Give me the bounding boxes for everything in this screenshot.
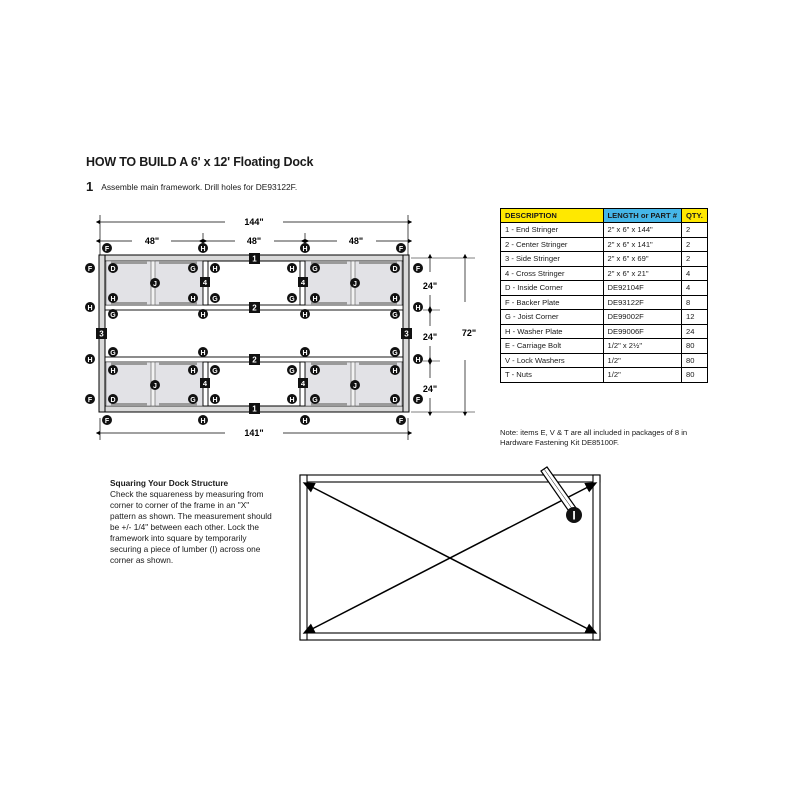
svg-text:G: G <box>190 265 196 273</box>
svg-text:H: H <box>312 367 318 375</box>
table-row <box>501 324 708 338</box>
svg-text:48": 48" <box>144 236 160 246</box>
cell-length: DE92104F <box>603 281 681 295</box>
svg-text:D: D <box>392 396 398 404</box>
svg-text:H: H <box>302 349 308 357</box>
svg-text:2: 2 <box>252 355 257 365</box>
svg-text:H: H <box>190 295 196 303</box>
svg-text:H: H <box>200 417 206 425</box>
table-row <box>501 223 708 237</box>
table-row <box>501 368 708 382</box>
cell-qty: 2 <box>682 223 708 237</box>
svg-text:G: G <box>392 311 398 319</box>
svg-text:48": 48" <box>246 236 262 246</box>
svg-text:24": 24" <box>422 332 438 342</box>
column-header-description: DESCRIPTION <box>501 209 604 223</box>
svg-text:72": 72" <box>461 328 477 338</box>
table-row <box>501 339 708 353</box>
svg-text:G: G <box>212 367 218 375</box>
svg-text:G: G <box>289 295 295 303</box>
table-row <box>501 281 708 295</box>
svg-text:F: F <box>398 417 404 425</box>
svg-text:F: F <box>398 245 404 253</box>
step-number: 1 <box>86 179 94 194</box>
column-header-length: LENGTH or PART # <box>603 209 681 223</box>
cell-qty: 4 <box>682 266 708 280</box>
cell-qty: 2 <box>682 252 708 266</box>
svg-text:H: H <box>392 367 398 375</box>
svg-text:3: 3 <box>404 329 409 339</box>
svg-text:G: G <box>312 396 318 404</box>
cell-description: E - Carriage Bolt <box>501 339 604 353</box>
table-header-row <box>501 209 708 223</box>
svg-text:G: G <box>392 349 398 357</box>
svg-text:G: G <box>110 311 116 319</box>
table-row <box>501 353 708 367</box>
cell-length: DE93122F <box>603 295 681 309</box>
svg-text:H: H <box>190 367 196 375</box>
column-header-qty: QTY. <box>682 209 708 223</box>
svg-text:F: F <box>87 265 93 273</box>
svg-text:H: H <box>212 265 218 273</box>
cell-length: DE99002F <box>603 310 681 324</box>
svg-text:H: H <box>87 356 93 364</box>
lumber-label: I <box>572 508 576 523</box>
svg-text:H: H <box>302 417 308 425</box>
cell-qty: 80 <box>682 339 708 353</box>
cell-description: V - Lock Washers <box>501 353 604 367</box>
cell-length: 2" x 6" x 21" <box>603 266 681 280</box>
cell-length: 2" x 6" x 69" <box>603 252 681 266</box>
svg-text:48": 48" <box>348 236 364 246</box>
svg-text:H: H <box>87 304 93 312</box>
squaring-instructions <box>110 478 275 566</box>
cell-length: 1/2" <box>603 368 681 382</box>
svg-text:H: H <box>110 295 116 303</box>
svg-text:F: F <box>415 265 421 273</box>
table-row <box>501 237 708 251</box>
cell-length: 2" x 6" x 141" <box>603 237 681 251</box>
cell-description: 3 - Side Stringer <box>501 252 604 266</box>
cell-description: T - Nuts <box>501 368 604 382</box>
svg-text:F: F <box>415 396 421 404</box>
svg-text:1: 1 <box>252 254 257 264</box>
svg-text:H: H <box>212 396 218 404</box>
svg-text:24": 24" <box>422 281 438 291</box>
step-one-row <box>86 180 297 193</box>
parts-table-note: Note: items E, V & T are all included in packages of 8 in Hardware Fastening Kit DE85100F. <box>500 428 688 448</box>
svg-text:H: H <box>200 311 206 319</box>
cell-qty: 24 <box>682 324 708 338</box>
svg-text:J: J <box>353 382 357 390</box>
svg-text:D: D <box>110 396 116 404</box>
svg-text:G: G <box>110 349 116 357</box>
table-row <box>501 310 708 324</box>
svg-text:141": 141" <box>244 428 264 438</box>
lumber-label-badge <box>566 507 582 523</box>
cell-qty: 80 <box>682 353 708 367</box>
svg-text:4: 4 <box>300 379 306 388</box>
svg-text:G: G <box>190 396 196 404</box>
svg-text:D: D <box>110 265 116 273</box>
svg-text:H: H <box>392 295 398 303</box>
svg-text:F: F <box>104 417 110 425</box>
svg-text:H: H <box>289 396 295 404</box>
svg-text:H: H <box>302 245 308 253</box>
cell-description: G - Joist Corner <box>501 310 604 324</box>
cell-qty: 80 <box>682 368 708 382</box>
assembly-diagram <box>75 200 495 450</box>
svg-text:D: D <box>392 265 398 273</box>
svg-text:1: 1 <box>252 404 257 414</box>
svg-text:H: H <box>302 311 308 319</box>
svg-text:F: F <box>104 245 110 253</box>
cell-length: 2" x 6" x 144" <box>603 223 681 237</box>
parts-table <box>500 208 708 383</box>
page-title: HOW TO BUILD A 6' x 12' Floating Dock <box>86 155 314 169</box>
svg-text:H: H <box>312 295 318 303</box>
cell-description: 2 - Center Stringer <box>501 237 604 251</box>
table-row <box>501 295 708 309</box>
svg-text:H: H <box>200 349 206 357</box>
svg-text:G: G <box>312 265 318 273</box>
cell-qty: 8 <box>682 295 708 309</box>
svg-text:2: 2 <box>252 303 257 313</box>
svg-text:J: J <box>153 382 157 390</box>
svg-text:G: G <box>289 367 295 375</box>
svg-text:H: H <box>415 304 421 312</box>
svg-text:24": 24" <box>422 384 438 394</box>
svg-text:4: 4 <box>202 278 208 287</box>
svg-text:144": 144" <box>244 217 264 227</box>
cell-description: 4 - Cross Stringer <box>501 266 604 280</box>
svg-text:G: G <box>212 295 218 303</box>
svg-text:4: 4 <box>202 379 208 388</box>
cell-qty: 12 <box>682 310 708 324</box>
svg-text:3: 3 <box>99 329 104 339</box>
svg-text:J: J <box>153 280 157 288</box>
cell-length: DE99006F <box>603 324 681 338</box>
cell-description: F - Backer Plate <box>501 295 604 309</box>
squaring-body: Check the squareness by measuring from corner to corner of the frame in an "X" pattern as shown. The measurement should be +/- 1/4" between each other. Lock the framework into square by temporarily securing a piece of lumber (I) across one corner as shown. <box>110 489 272 566</box>
cell-length: 1/2" <box>603 353 681 367</box>
cell-description: D - Inside Corner <box>501 281 604 295</box>
squaring-diagram <box>290 465 610 655</box>
svg-text:H: H <box>110 367 116 375</box>
table-row <box>501 266 708 280</box>
svg-text:4: 4 <box>300 278 306 287</box>
svg-text:F: F <box>87 396 93 404</box>
cell-description: H - Washer Plate <box>501 324 604 338</box>
svg-text:H: H <box>415 356 421 364</box>
cell-description: 1 - End Stringer <box>501 223 604 237</box>
svg-text:J: J <box>353 280 357 288</box>
cell-length: 1/2" x 2½" <box>603 339 681 353</box>
squaring-title: Squaring Your Dock Structure <box>110 478 229 488</box>
svg-text:H: H <box>289 265 295 273</box>
table-row <box>501 252 708 266</box>
cell-qty: 2 <box>682 237 708 251</box>
step-description: Assemble main framework. Drill holes for DE93122F. <box>101 182 298 192</box>
svg-text:H: H <box>200 245 206 253</box>
cell-qty: 4 <box>682 281 708 295</box>
